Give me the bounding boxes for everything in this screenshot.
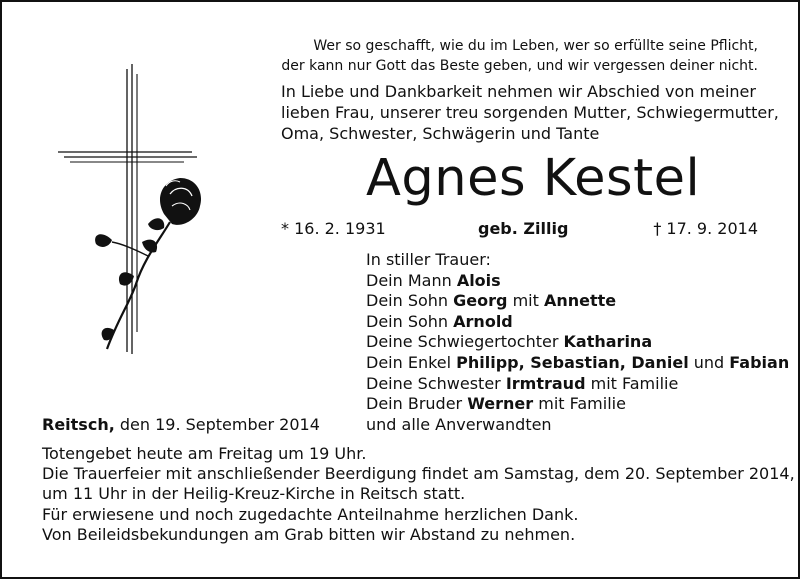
mourner-line xyxy=(366,250,789,271)
mourner-name: Philipp, Sebastian, Daniel xyxy=(456,352,689,372)
birth-date: * 16. 2. 1931 xyxy=(281,219,386,238)
mourner-line xyxy=(366,312,789,333)
mourner-relation: In stiller Trauer: xyxy=(366,250,491,269)
place-town: Reitsch, xyxy=(42,415,115,434)
mourner-line xyxy=(366,291,789,312)
mourner-relation: Dein Sohn xyxy=(366,311,454,331)
note-line: Für erwiesene und noch zugedachte Anteilnahme herzlichen Dank. xyxy=(42,504,579,524)
funeral-notes xyxy=(42,444,795,545)
mourner-relation: Deine Schwester xyxy=(366,373,506,393)
mourner-relation: und xyxy=(688,352,730,372)
mourner-relation: und alle Anverwandten xyxy=(366,414,552,434)
mourner-name: Irmtraud xyxy=(505,373,586,393)
maiden-name: geb. Zillig xyxy=(478,219,569,238)
mourner-relation: Deine Schwiegertochter xyxy=(366,332,564,352)
note-line: Von Beileidsbekundungen am Grab bitten wir Abstand zu nehmen. xyxy=(42,524,576,544)
intro-line: lieben Frau, unserer treu sorgenden Mutter, Schwiegermutter, xyxy=(281,103,779,122)
mourner-name: Werner xyxy=(467,394,534,414)
mourner-relation: mit xyxy=(507,291,544,311)
place-date: den 19. September 2014 xyxy=(114,415,320,434)
mourner-relation: Dein Mann xyxy=(366,270,457,290)
mourner-relation: Dein Sohn xyxy=(366,291,454,311)
cross-with-rose-icon xyxy=(52,64,202,364)
poem-line: Wer so geschafft, wie du im Leben, wer so erfüllte seine Pflicht, xyxy=(313,38,758,54)
place-and-date xyxy=(42,415,320,435)
mourner-relation: mit Familie xyxy=(533,394,626,414)
mourner-line xyxy=(366,271,789,292)
intro-line: Oma, Schwester, Schwägerin und Tante xyxy=(281,124,600,143)
mourner-name: Georg xyxy=(453,291,508,311)
mourner-name: Fabian xyxy=(729,352,790,372)
farewell-intro xyxy=(281,81,779,144)
mourner-line xyxy=(366,394,789,415)
mourner-line xyxy=(366,353,789,374)
mourner-line xyxy=(366,374,789,395)
mourner-name: Katharina xyxy=(563,332,653,352)
mourner-name: Alois xyxy=(456,270,501,290)
mourner-name: Arnold xyxy=(453,311,513,331)
mourners-list xyxy=(366,250,789,435)
poem-line: der kann nur Gott das Beste geben, und wir vergessen deiner nicht. xyxy=(281,58,758,74)
death-date: † 17. 9. 2014 xyxy=(653,219,758,238)
deceased-name: Agnes Kestel xyxy=(366,149,701,208)
mourner-relation: mit Familie xyxy=(585,373,679,393)
mourner-name: Annette xyxy=(543,291,617,311)
mourner-relation: Dein Enkel xyxy=(366,352,457,372)
mourner-line xyxy=(366,415,789,436)
intro-line: In Liebe und Dankbarkeit nehmen wir Abschied von meiner xyxy=(281,82,756,101)
note-line: Totengebet heute am Freitag um 19 Uhr. xyxy=(42,444,367,463)
note-line: um 11 Uhr in der Heilig-Kreuz-Kirche in Reitsch statt. xyxy=(42,484,466,504)
note-line: Die Trauerfeier mit anschließender Beerdigung findet am Samstag, dem 20. September 2014, xyxy=(42,464,795,484)
poem-verse xyxy=(281,36,758,76)
mourner-relation: Dein Bruder xyxy=(366,394,468,414)
mourner-line xyxy=(366,332,789,353)
